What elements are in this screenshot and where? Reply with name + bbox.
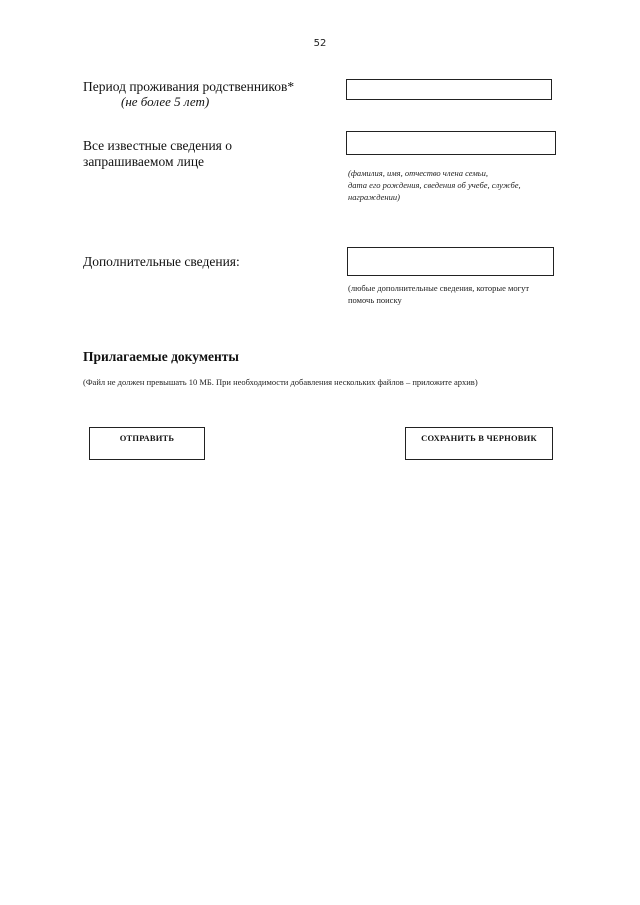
residence-period-input[interactable] xyxy=(347,80,551,99)
known-info-hint-line2: дата его рождения, сведения об учебе, службе, xyxy=(348,180,521,190)
additional-info-label: Дополнительные сведения: xyxy=(83,254,240,269)
known-info-hint-line3: награждении) xyxy=(348,192,400,202)
known-info-hint-line1: (фамилия, имя, отчество члена семьи, xyxy=(348,168,489,178)
save-draft-button[interactable]: СОХРАНИТЬ В ЧЕРНОВИК xyxy=(405,427,553,460)
residence-period-field[interactable] xyxy=(346,79,552,100)
attachments-note: (Файл не должен превышать 10 МБ. При необходимости добавления нескольких файлов – приложите архив) xyxy=(83,377,478,387)
known-info-label-line2: запрашиваемом лице xyxy=(83,154,205,169)
page-number: 52 xyxy=(313,38,327,49)
known-info-label-line1: Все известные сведения о xyxy=(83,138,233,153)
additional-info-input[interactable] xyxy=(348,248,553,275)
attachments-title: Прилагаемые документы xyxy=(83,349,239,364)
additional-info-hint-line1: (любые дополнительные сведения, которые могут xyxy=(348,283,530,293)
residence-period-sublabel: (не более 5 лет) xyxy=(121,94,210,109)
known-info-field[interactable] xyxy=(346,131,556,155)
residence-period-label: Период проживания родственников* xyxy=(83,79,295,94)
additional-info-hint-line2: помочь поиску xyxy=(348,295,402,305)
additional-info-field[interactable] xyxy=(347,247,554,276)
submit-button[interactable]: ОТПРАВИТЬ xyxy=(89,427,205,460)
known-info-input[interactable] xyxy=(347,132,555,154)
